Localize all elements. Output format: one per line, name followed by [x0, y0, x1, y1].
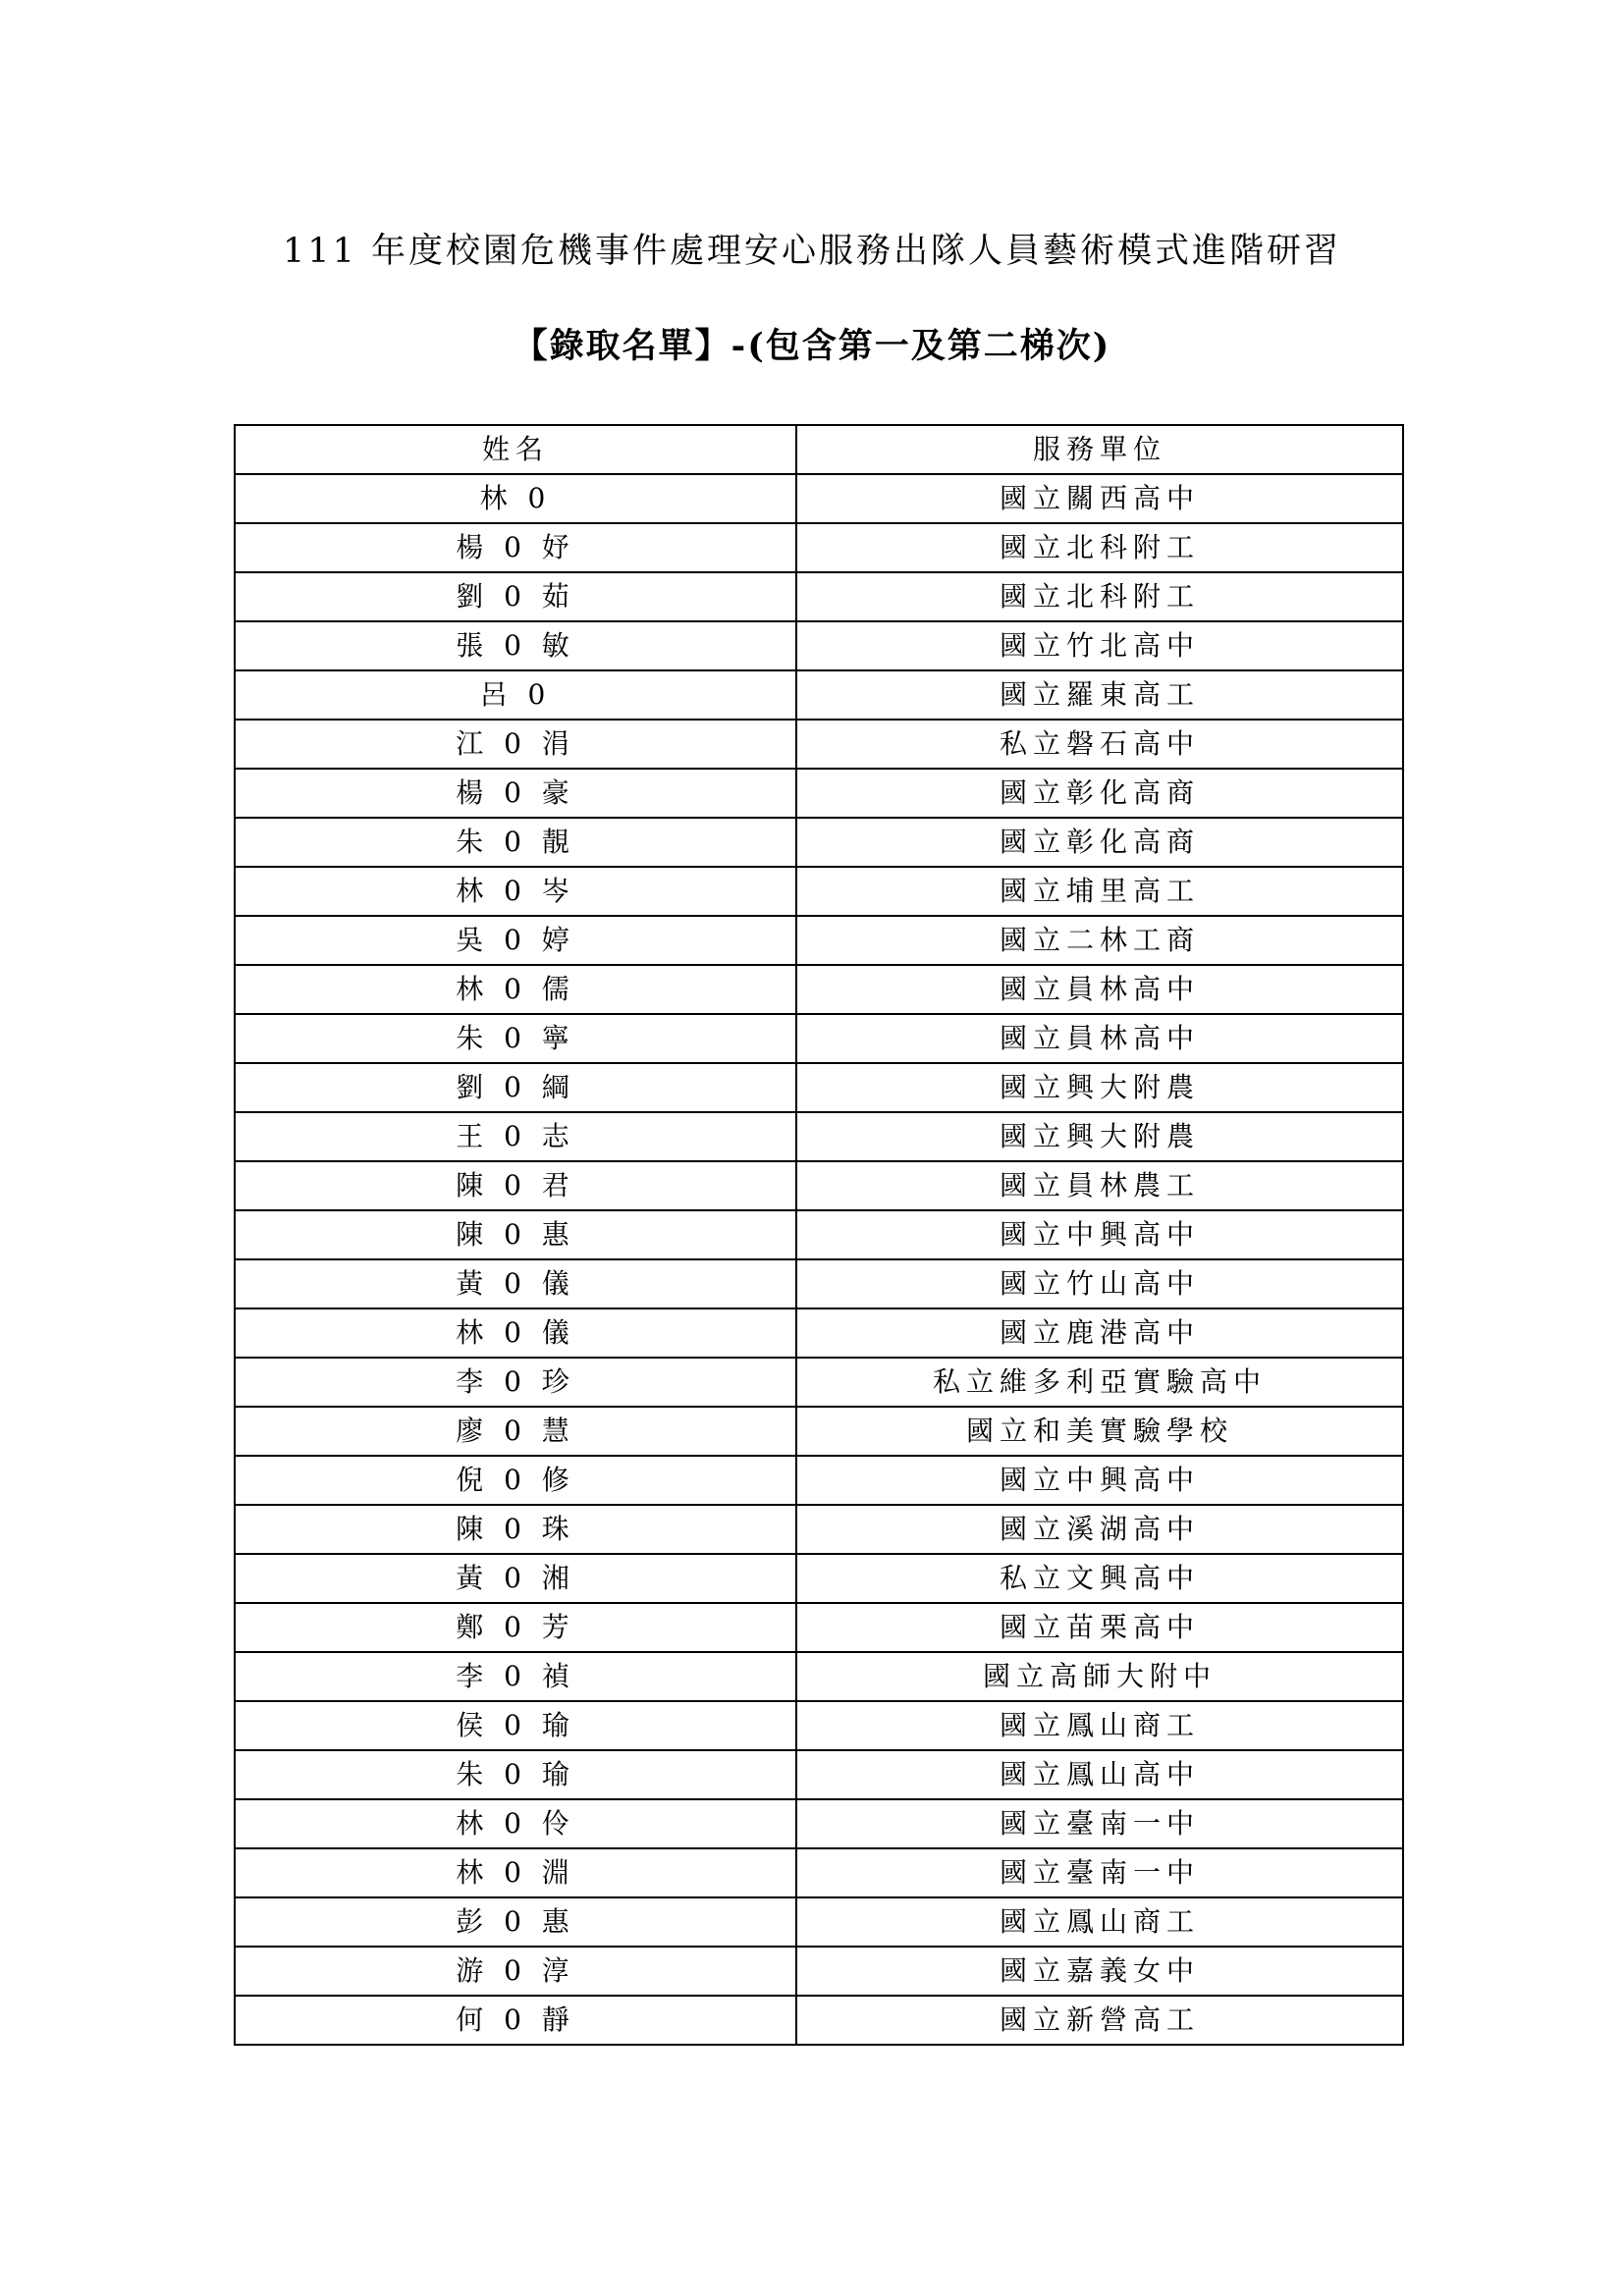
cell-name: 朱 0 瑜: [235, 1750, 796, 1799]
table-row: [235, 1701, 1403, 1750]
cell-name: 楊 0 妤: [235, 523, 796, 572]
cell-unit: 私立磐石高中: [796, 720, 1403, 769]
table-row: [235, 867, 1403, 916]
table-row: [235, 1505, 1403, 1554]
cell-name: 陳 0 惠: [235, 1210, 796, 1259]
cell-name: 何 0 靜: [235, 1996, 796, 2045]
admission-list-table: [234, 424, 1404, 2046]
table-row: [235, 1407, 1403, 1456]
cell-unit: 國立竹山高中: [796, 1259, 1403, 1308]
cell-unit: 國立鳳山商工: [796, 1897, 1403, 1947]
table-row: [235, 769, 1403, 818]
cell-unit: 國立彰化高商: [796, 769, 1403, 818]
cell-unit: 私立維多利亞實驗高中: [796, 1358, 1403, 1407]
table-row: [235, 1947, 1403, 1996]
table-row: [235, 1603, 1403, 1652]
cell-name: 游 0 淳: [235, 1947, 796, 1996]
cell-unit: 國立員林農工: [796, 1161, 1403, 1210]
cell-name: 鄭 0 芳: [235, 1603, 796, 1652]
table-row: [235, 572, 1403, 621]
table-row: [235, 965, 1403, 1014]
table-row: [235, 1210, 1403, 1259]
table-row: [235, 1554, 1403, 1603]
cell-unit: 國立和美實驗學校: [796, 1407, 1403, 1456]
cell-name: 劉 0 茹: [235, 572, 796, 621]
table-row: [235, 523, 1403, 572]
cell-unit: 國立羅東高工: [796, 670, 1403, 720]
cell-unit: 國立臺南一中: [796, 1848, 1403, 1897]
column-header-unit: 服務單位: [796, 425, 1403, 474]
table-row: [235, 1358, 1403, 1407]
table-row: [235, 1259, 1403, 1308]
cell-unit: 國立新營高工: [796, 1996, 1403, 2045]
document-title: 111 年度校園危機事件處理安心服務出隊人員藝術模式進階研習: [283, 232, 1341, 271]
cell-name: 陳 0 君: [235, 1161, 796, 1210]
cell-unit: 國立北科附工: [796, 523, 1403, 572]
cell-name: 林 0 儀: [235, 1308, 796, 1358]
cell-name: 呂 0: [235, 670, 796, 720]
cell-name: 林 0 淵: [235, 1848, 796, 1897]
cell-name: 吳 0 婷: [235, 916, 796, 965]
table-row: [235, 1014, 1403, 1063]
table-row: [235, 670, 1403, 720]
cell-unit: 國立嘉義女中: [796, 1947, 1403, 1996]
table-row: [235, 1652, 1403, 1701]
table-row: [235, 1897, 1403, 1947]
cell-name: 楊 0 豪: [235, 769, 796, 818]
cell-unit: 國立鹿港高中: [796, 1308, 1403, 1358]
cell-unit: 國立彰化高商: [796, 818, 1403, 867]
cell-name: 林 0: [235, 474, 796, 523]
table-header-row: [235, 425, 1403, 474]
cell-unit: 國立鳳山高中: [796, 1750, 1403, 1799]
cell-name: 林 0 伶: [235, 1799, 796, 1848]
cell-unit: 國立埔里高工: [796, 867, 1403, 916]
table-row: [235, 1308, 1403, 1358]
cell-name: 江 0 涓: [235, 720, 796, 769]
column-header-name: 姓名: [235, 425, 796, 474]
cell-unit: 國立苗栗高中: [796, 1603, 1403, 1652]
cell-unit: 國立關西高中: [796, 474, 1403, 523]
cell-unit: 國立中興高中: [796, 1210, 1403, 1259]
cell-name: 彭 0 惠: [235, 1897, 796, 1947]
cell-name: 倪 0 修: [235, 1456, 796, 1505]
table-row: [235, 1112, 1403, 1161]
cell-unit: 國立鳳山商工: [796, 1701, 1403, 1750]
cell-unit: 國立北科附工: [796, 572, 1403, 621]
cell-unit: 國立興大附農: [796, 1112, 1403, 1161]
table-row: [235, 1750, 1403, 1799]
cell-unit: 國立員林高中: [796, 1014, 1403, 1063]
cell-unit: 國立二林工商: [796, 916, 1403, 965]
cell-unit: 國立溪湖高中: [796, 1505, 1403, 1554]
cell-unit: 國立員林高中: [796, 965, 1403, 1014]
table-row: [235, 1161, 1403, 1210]
cell-name: 李 0 珍: [235, 1358, 796, 1407]
cell-name: 林 0 岑: [235, 867, 796, 916]
table-row: [235, 1996, 1403, 2045]
cell-unit: 國立高師大附中: [796, 1652, 1403, 1701]
table-row: [235, 818, 1403, 867]
table-row: [235, 916, 1403, 965]
cell-name: 朱 0 靚: [235, 818, 796, 867]
cell-unit: 國立興大附農: [796, 1063, 1403, 1112]
table-row: [235, 621, 1403, 670]
cell-name: 王 0 志: [235, 1112, 796, 1161]
document-subtitle: 【錄取名單】-(包含第一及第二梯次): [513, 326, 1111, 366]
cell-name: 朱 0 寧: [235, 1014, 796, 1063]
cell-name: 陳 0 珠: [235, 1505, 796, 1554]
cell-name: 黃 0 儀: [235, 1259, 796, 1308]
cell-name: 黃 0 湘: [235, 1554, 796, 1603]
cell-name: 侯 0 瑜: [235, 1701, 796, 1750]
cell-name: 李 0 禎: [235, 1652, 796, 1701]
table-row: [235, 1848, 1403, 1897]
table-row: [235, 1456, 1403, 1505]
cell-name: 林 0 儒: [235, 965, 796, 1014]
cell-unit: 私立文興高中: [796, 1554, 1403, 1603]
table-row: [235, 474, 1403, 523]
cell-name: 劉 0 綱: [235, 1063, 796, 1112]
table-row: [235, 1799, 1403, 1848]
table-row: [235, 720, 1403, 769]
table-row: [235, 1063, 1403, 1112]
cell-name: 張 0 敏: [235, 621, 796, 670]
cell-unit: 國立竹北高中: [796, 621, 1403, 670]
cell-name: 廖 0 慧: [235, 1407, 796, 1456]
cell-unit: 國立中興高中: [796, 1456, 1403, 1505]
cell-unit: 國立臺南一中: [796, 1799, 1403, 1848]
